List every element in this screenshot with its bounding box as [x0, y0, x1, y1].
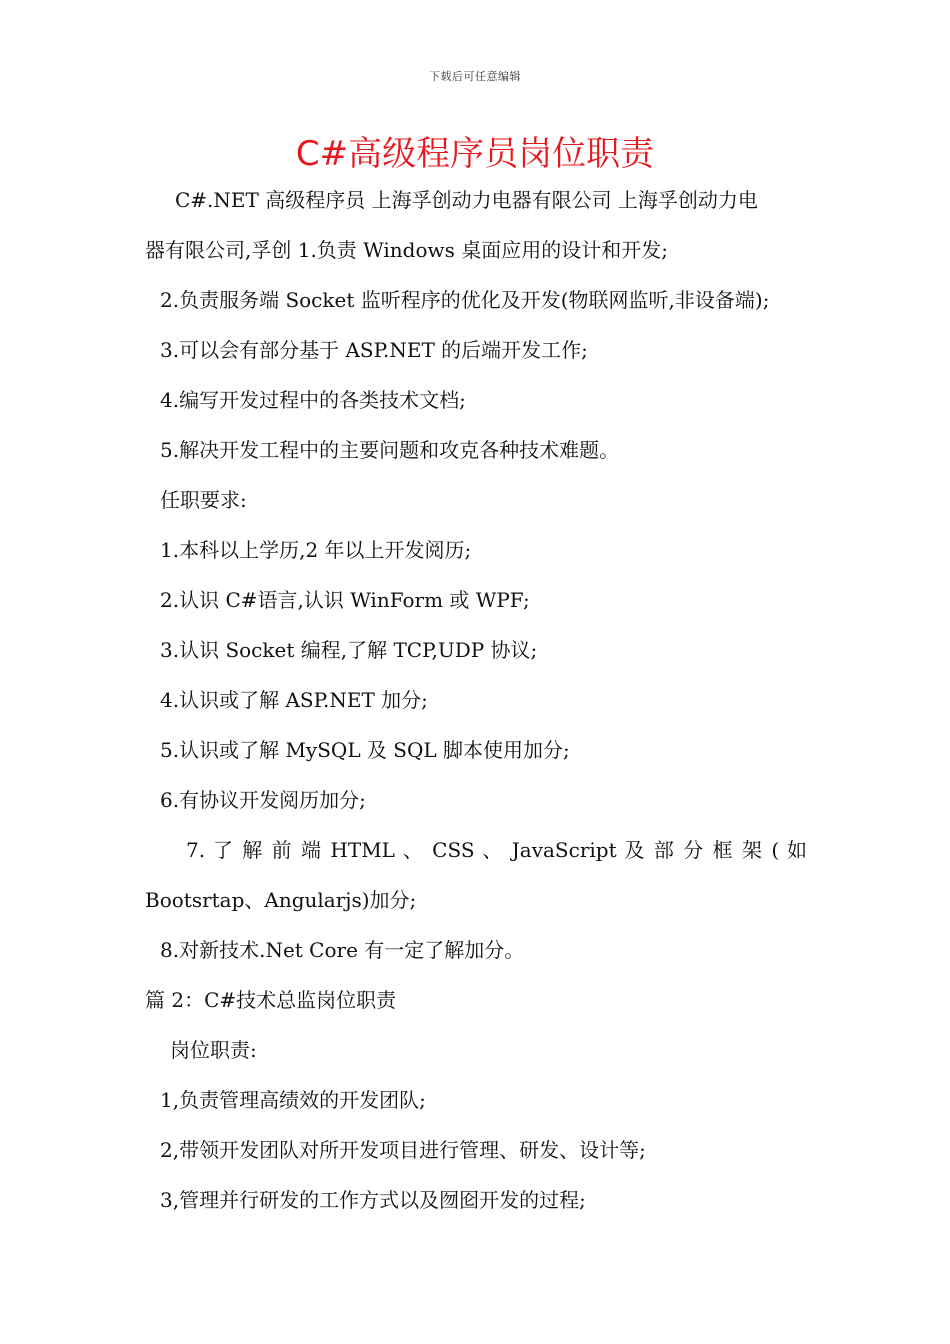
paragraph-line-2: 器有限公司,孚创 1.负责 Windows 桌面应用的设计和开发; [145, 238, 668, 262]
paragraph-line-1: C#.NET 高级程序员 上海孚创动力电器有限公司 上海孚创动力电 [175, 188, 758, 212]
responsibilities-heading: 岗位职责: [170, 1038, 257, 1062]
requirement-item-8: 8.对新技术.Net Core 有一定了解加分。 [160, 938, 525, 962]
requirement-item-5: 5.认识或了解 MySQL 及 SQL 脚本使用加分; [160, 738, 570, 762]
responsibility-item-2: 2,带领开发团队对所开发项目进行管理、研发、设计等; [160, 1138, 646, 1162]
requirement-item-3: 3.认识 Socket 编程,了解 TCP,UDP 协议; [160, 638, 538, 662]
duty-item-5: 5.解决开发工程中的主要问题和攻克各种技术难题。 [160, 438, 620, 462]
responsibility-item-1: 1,负责管理高绩效的开发团队; [160, 1088, 426, 1112]
duty-item-2: 2.负责服务端 Socket 监听程序的优化及开发(物联网监听,非设备端); [160, 288, 770, 312]
responsibility-item-3: 3,管理并行研发的工作方式以及囫囵开发的过程; [160, 1188, 586, 1212]
requirement-item-6: 6.有协议开发阅历加分; [160, 788, 366, 812]
section-2-heading: 篇 2：C#技术总监岗位职责 [145, 988, 397, 1012]
requirements-heading: 任职要求: [160, 488, 247, 512]
requirement-item-7-cont: Bootsrtap、Angularjs)加分; [145, 888, 417, 912]
duty-item-3: 3.可以会有部分基于 ASP.NET 的后端开发工作; [160, 338, 588, 362]
requirement-item-1: 1.本科以上学历,2 年以上开发阅历; [160, 538, 472, 562]
page-header-note: 下载后可任意编辑 [429, 70, 521, 83]
requirement-item-4: 4.认识或了解 ASP.NET 加分; [160, 688, 428, 712]
document-title: C#高级程序员岗位职责 [295, 134, 655, 174]
duty-item-4: 4.编写开发过程中的各类技术文档; [160, 388, 466, 412]
requirement-item-2: 2.认识 C#语言,认识 WinForm 或 WPF; [160, 588, 530, 612]
requirement-item-7: 7. 了 解 前 端 HTML 、 CSS 、 JavaScript 及 部 分 框 架 ( 如 [186, 838, 807, 862]
